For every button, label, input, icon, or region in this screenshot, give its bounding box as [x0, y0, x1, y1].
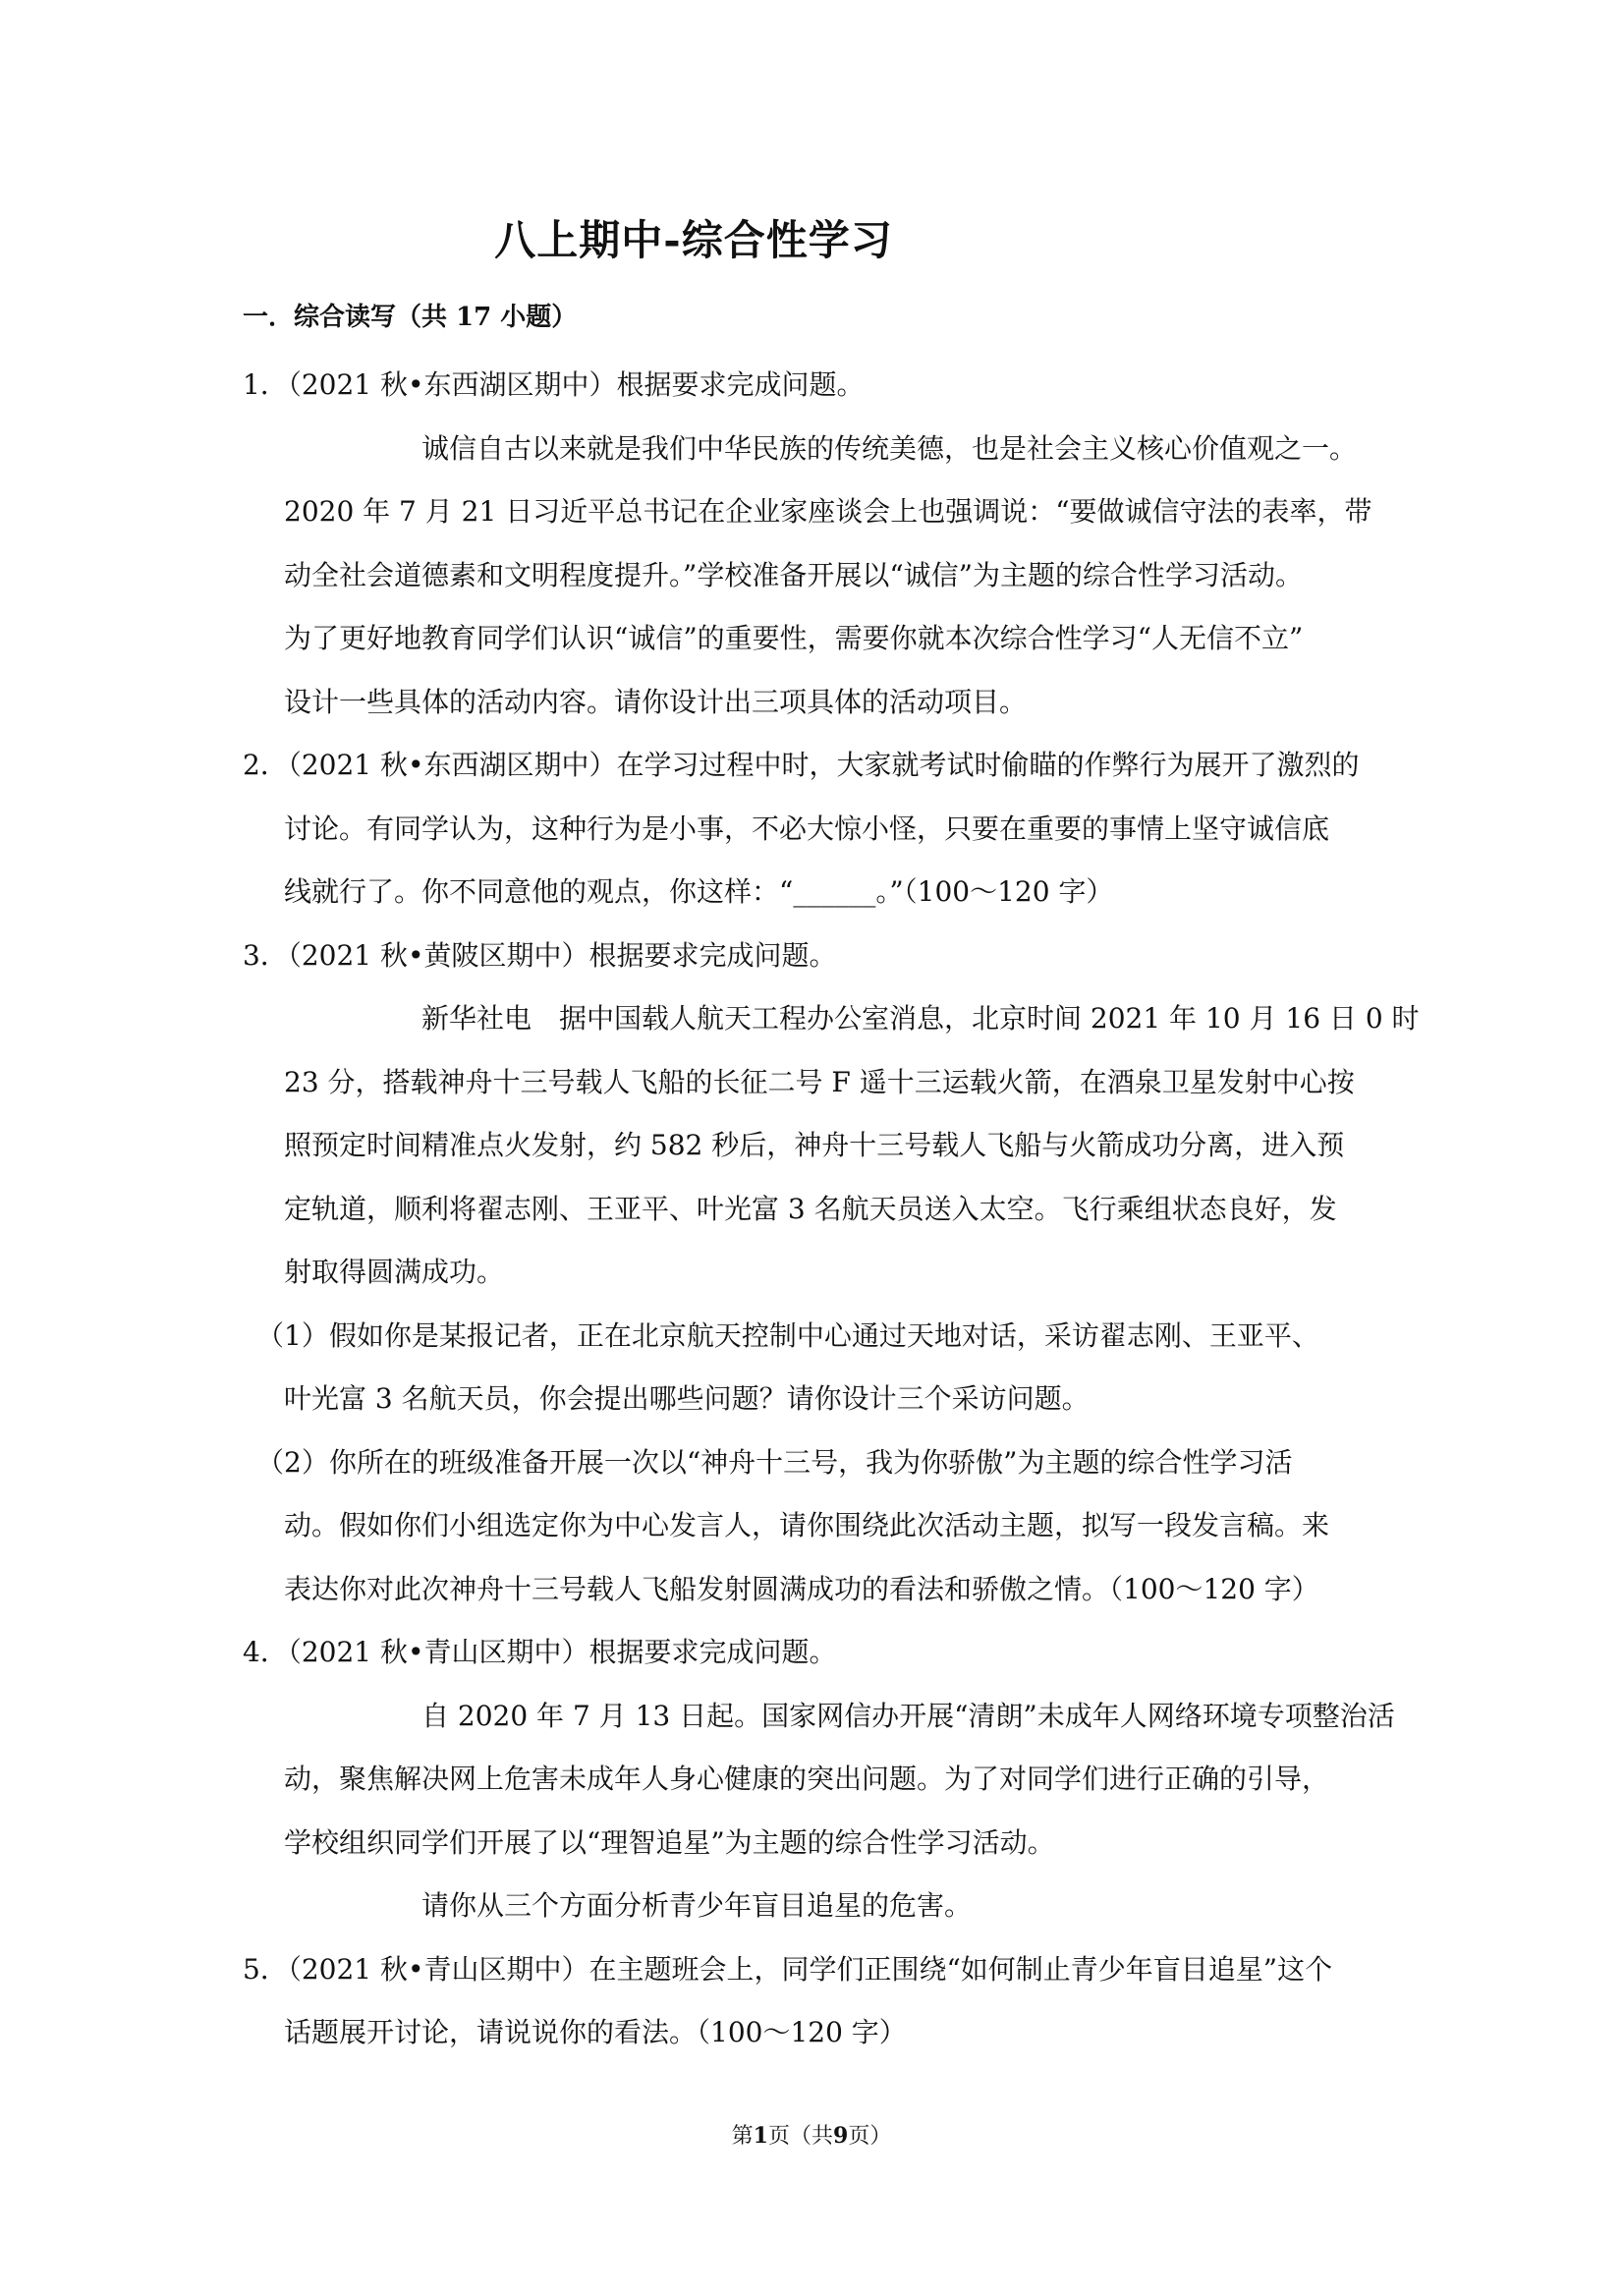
question-body — [243, 987, 1420, 1305]
paragraph-line: 定轨道，顺利将翟志刚、王亚平、叶光富 3 名航天员送入太空。飞行乘组状态良好，发 — [284, 1192, 1337, 1225]
paragraph-line: 话题展开讨论，请说说你的看法。（100～120 字） — [284, 2016, 907, 2048]
sub-question-1: （1）假如你是某报记者，正在北京航天控制中心通过天地对话，采访翟志刚、王亚平、 — [256, 1318, 1319, 1352]
paragraph-line: 设计一些具体的活动内容。请你设计出三项具体的活动项目。 — [284, 685, 1028, 718]
footer-total-pages: 9 — [833, 2123, 849, 2149]
sub-question-2: （2）你所在的班级准备开展一次以“神舟十三号，我为你骄傲”为主题的综合性学习活 — [256, 1445, 1293, 1479]
paragraph-line: 诚信自古以来就是我们中华民族的传统美德，也是社会主义核心价值观之一。 — [421, 431, 1358, 465]
footer-suffix: 页） — [848, 2124, 892, 2149]
sub-question-body — [243, 1368, 1392, 1431]
section-heading: 一．综合读写（共 17 小题） — [243, 303, 578, 332]
question-head: 3．（2021 秋•黄陂区期中）根据要求完成问题。 — [243, 938, 837, 972]
paragraph-line: 新华社电 据中国载人航天工程办公室消息，北京时间 2021 年 10 月 16 日 0 时 — [421, 1002, 1420, 1035]
sub-question-body — [243, 1494, 1392, 1621]
question-head: 4．（2021 秋•青山区期中）根据要求完成问题。 — [243, 1636, 837, 1668]
paragraph-line: 叶光富 3 名航天员，你会提出哪些问题？请你设计三个采访问题。 — [284, 1382, 1090, 1415]
paragraph-line: 动。假如你们小组选定你为中心发言人，请你围绕此次活动主题，拟写一段发言稿。来 — [284, 1509, 1330, 1541]
question-3 — [243, 924, 1420, 1622]
paragraph-line: 为了更好地教育同学们认识“诚信”的重要性，需要你就本次综合性学习“人无信不立” — [284, 622, 1304, 654]
paragraph-line: 动全社会道德素和文明程度提升。”学校准备开展以“诚信”为主题的综合性学习活动。 — [284, 558, 1303, 591]
question-head: 2．（2021 秋•东西湖区期中）在学习过程中时，大家就考试时偷瞄的作弊行为展开了激烈的 — [243, 749, 1360, 781]
paragraph-line: 表达你对此次神舟十三号载人飞船发射圆满成功的看法和骄傲之情。（100～120 字） — [284, 1572, 1319, 1605]
paragraph-line: 照预定时间精准点火发射，约 582 秒后，神舟十三号载人飞船与火箭成功分离，进入预 — [284, 1129, 1345, 1161]
footer-page-number: 1 — [753, 2123, 768, 2149]
question-2 — [243, 734, 1392, 924]
page-footer — [0, 2119, 1623, 2150]
paragraph-line: 23 分，搭载神舟十三号载人飞船的长征二号 F 遥十三运载火箭，在酒泉卫星发射中心按 — [284, 1065, 1355, 1098]
question-body — [243, 2001, 1392, 2065]
paragraph-line: 自 2020 年 7 月 13 日起。国家网信办开展“清朗”未成年人网络环境专项整治活 — [421, 1699, 1395, 1732]
question-head: 1．（2021 秋•东西湖区期中）根据要求完成问题。 — [243, 368, 865, 401]
paragraph-line: 请你从三个方面分析青少年盲目追星的危害。 — [421, 1889, 973, 1922]
question-head: 5．（2021 秋•青山区期中）在主题班会上，同学们正围绕“如何制止青少年盲目追星”这个 — [243, 1952, 1333, 1986]
question-body — [243, 1685, 1395, 1938]
paragraph-line: 动，聚焦解决网上危害未成年人身心健康的突出问题。为了对同学们进行正确的引导， — [284, 1763, 1330, 1795]
questions-content — [243, 354, 1420, 2065]
paragraph-line: 讨论。有同学认为，这种行为是小事，不必大惊小怪，只要在重要的事情上坚守诚信底 — [284, 812, 1330, 845]
paragraph-line: 2020 年 7 月 21 日习近平总书记在企业家座谈会上也强调说：“要做诚信守法的表率，带 — [284, 495, 1372, 528]
question-body — [243, 418, 1392, 735]
paragraph-line: 射取得圆满成功。 — [284, 1256, 505, 1288]
document-title: 八上期中-综合性学习 — [494, 216, 893, 264]
paragraph-line: 线就行了。你不同意他的观点，你这样：“______。”（100～120 字） — [284, 875, 1114, 908]
paragraph-line: 学校组织同学们开展了以“理智追星”为主题的综合性学习活动。 — [284, 1825, 1055, 1859]
question-5 — [243, 1938, 1392, 2065]
question-4 — [243, 1621, 1395, 1938]
question-body — [243, 798, 1392, 924]
footer-prefix: 第 — [731, 2124, 754, 2149]
question-1 — [243, 354, 1392, 734]
footer-middle: 页（共 — [767, 2124, 833, 2149]
